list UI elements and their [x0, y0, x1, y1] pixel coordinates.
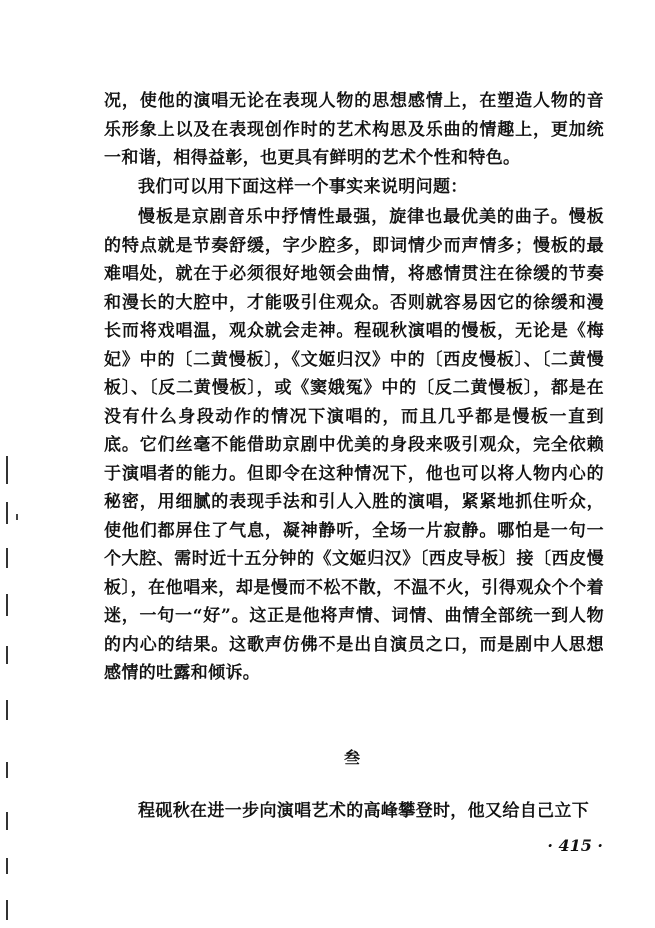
scan-edge-mark — [6, 700, 8, 720]
page-number: · 415 · — [547, 836, 603, 855]
section-mark: 叁 — [343, 748, 360, 767]
paragraph-1: 况，使他的演唱无论在表现人物的思想感情上，在塑造人物的音乐形象上以及在表现创作时的艺术构思及乐曲的情趣上，更加统一和谐，相得益彰，也更具有鲜明的艺术个性和特色。 — [104, 91, 604, 168]
scan-edge-mark — [6, 456, 8, 484]
scan-edge-mark — [6, 812, 8, 830]
scan-edge-mark — [6, 548, 8, 568]
paragraph-next-section — [104, 797, 604, 826]
paragraph-intro — [104, 173, 604, 202]
scan-edge-mark — [6, 900, 8, 920]
scan-edge-mark — [6, 646, 8, 664]
scan-edge-mark — [6, 858, 8, 874]
paragraph-3: 慢板是京剧音乐中抒情性最强，旋律也最优美的曲子。慢板的特点就是节奏舒缓，字少腔多，即词情少而声情多；慢板的最难唱处，就在于必须很好地领会曲情，将感情贯注在徐缓的节奏和漫长的大腔中，才能吸引住观众。否则就容易因它的徐缓和漫长而将戏唱温，观众就会走神。程砚秋演唱的慢板，无论是《梅妃》中的〔二黄慢板〕，《文姬归汉》中的〔西皮慢板〕、〔二黄慢板〕、〔反二黄慢板〕，或《窦娥冤》中的〔反二黄慢板〕，都是在没有什么身段动作的情况下演唱的，而且几乎都是慢板一直到底。它们丝毫不能借助京剧中优美的身段来吸引观众，完全依赖于演唱者的能力。但即令在这种情况下，他也可以将人物内心的秘密，用细腻的表现手法和引人入胜的演唱，紧紧地抓住听众，使他们都屏住了气息，凝神静听，全场一片寂静。哪怕是一句一个大腔、需时近十五分钟的《文姬归汉》〔西皮导板〕接〔西皮慢板〕，在他唱来，却是慢而不松不散，不温不火，引得观众个个着迷，一句一“好”。这正是他将声情、词情、曲情全部统一到人物的内心的结果。这歌声仿佛不是出自演员之口，而是剧中人思想感情的吐露和倾诉。 — [104, 207, 604, 683]
paragraph-main — [104, 203, 604, 688]
paragraph-continuation — [104, 87, 604, 173]
scan-edge-mark — [6, 502, 8, 524]
paragraph-4: 程砚秋在进一步向演唱艺术的高峰攀登时，他又给自己立下 — [138, 801, 590, 821]
scan-edge-mark — [6, 594, 8, 616]
paragraph-2: 我们可以用下面这样一个事实来说明问题： — [138, 177, 468, 197]
scan-speck — [16, 514, 18, 520]
scan-edge-mark — [6, 762, 8, 778]
